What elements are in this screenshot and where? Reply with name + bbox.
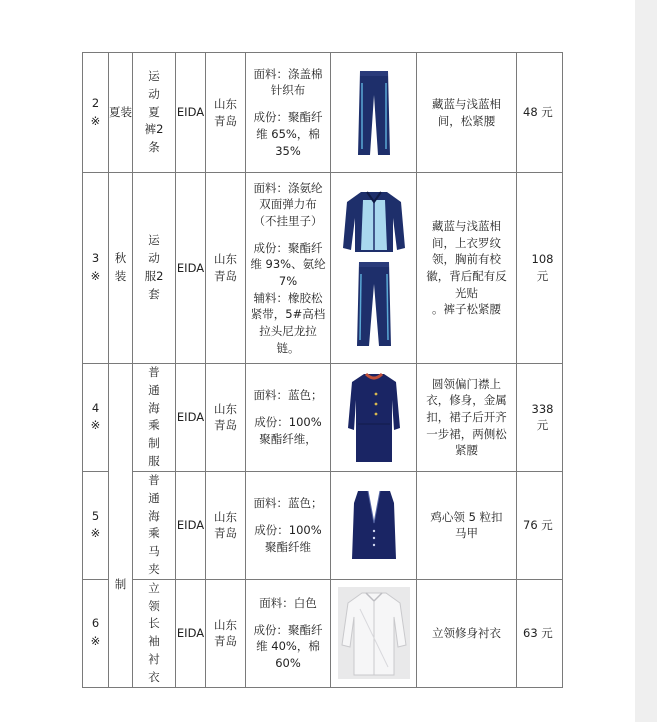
table-row bbox=[83, 53, 563, 173]
feature-cell: 藏蓝与浅蓝相 间，松紧腰 bbox=[417, 53, 517, 173]
item-number: 6 ※ bbox=[83, 579, 109, 687]
item-number: 2 ※ bbox=[83, 53, 109, 173]
fabric-cell: 面料：白色 成份：聚酯纤 维 40%，棉 60% bbox=[246, 579, 331, 687]
uniform-dress-icon bbox=[346, 370, 402, 464]
fabric-cell: 面料：涤盖棉 针织布 成份：聚酯纤 维 65%，棉 35% bbox=[246, 53, 331, 173]
page-edge-strip bbox=[635, 0, 657, 722]
price-cell: 338 元 bbox=[517, 364, 563, 472]
product-spec-table bbox=[82, 52, 563, 688]
product-image bbox=[331, 471, 417, 579]
brand-cell: EIDA bbox=[176, 471, 206, 579]
item-number: 5 ※ bbox=[83, 471, 109, 579]
brand-cell: EIDA bbox=[176, 579, 206, 687]
fabric-cell: 面料：蓝色； 成份：100% 聚酯纤维 bbox=[246, 471, 331, 579]
item-name: 运 动 夏 裤2 条 bbox=[133, 53, 176, 173]
feature-cell: 圆领偏门襟上 衣，修身，金属 扣，裙子后开齐 一步裙，两侧松 紧腰 bbox=[417, 364, 517, 472]
item-number: 3 ※ bbox=[83, 173, 109, 364]
origin-cell: 山东 青岛 bbox=[206, 173, 246, 364]
fabric-cell: 面料：蓝色； 成份：100% 聚酯纤维， bbox=[246, 364, 331, 472]
table-row bbox=[83, 173, 563, 364]
tracksuit-icon bbox=[341, 188, 407, 348]
vest-icon bbox=[350, 487, 398, 563]
price-cell: 63 元 bbox=[517, 579, 563, 687]
item-name: 立 领 长 袖 衬 衣 bbox=[133, 579, 176, 687]
item-number: 4 ※ bbox=[83, 364, 109, 472]
feature-cell: 鸡心领 5 粒扣 马甲 bbox=[417, 471, 517, 579]
feature-cell: 藏蓝与浅蓝相 间，上衣罗纹 领，胸前有校 徽，背后配有反 光贴 。裤子松紧腰 bbox=[417, 173, 517, 364]
price-cell: 108 元 bbox=[517, 173, 563, 364]
table-row bbox=[83, 471, 563, 579]
shirt-icon bbox=[338, 587, 410, 679]
brand-cell: EIDA bbox=[176, 173, 206, 364]
table-row bbox=[83, 579, 563, 687]
pants-icon bbox=[354, 69, 394, 157]
item-name: 运 动 服2 套 bbox=[133, 173, 176, 364]
product-image bbox=[331, 579, 417, 687]
price-cell: 48 元 bbox=[517, 53, 563, 173]
table-row bbox=[83, 364, 563, 472]
product-image bbox=[331, 53, 417, 173]
brand-cell: EIDA bbox=[176, 364, 206, 472]
season-cell: 秋 装 bbox=[109, 173, 133, 364]
season-cell: 夏装 bbox=[109, 53, 133, 173]
origin-cell: 山东 青岛 bbox=[206, 364, 246, 472]
fabric-cell: 面料：涤氨纶 双面弹力布 （不挂里子） 成份：聚酯纤 维 93%、氨纶 7% 辅料：橡胶松 紧带，5#高档 拉头尼龙拉 链。 bbox=[246, 173, 331, 364]
item-name: 普 通 海 乘 制 服 bbox=[133, 364, 176, 472]
product-image bbox=[331, 173, 417, 364]
price-cell: 76 元 bbox=[517, 471, 563, 579]
product-image bbox=[331, 364, 417, 472]
origin-cell: 山东 青岛 bbox=[206, 471, 246, 579]
feature-cell: 立领修身衬衣 bbox=[417, 579, 517, 687]
brand-cell: EIDA bbox=[176, 53, 206, 173]
origin-cell: 山东 青岛 bbox=[206, 579, 246, 687]
origin-cell: 山东 青岛 bbox=[206, 53, 246, 173]
item-name: 普 通 海 乘 马 夹 bbox=[133, 471, 176, 579]
season-cell: 制 bbox=[109, 364, 133, 688]
